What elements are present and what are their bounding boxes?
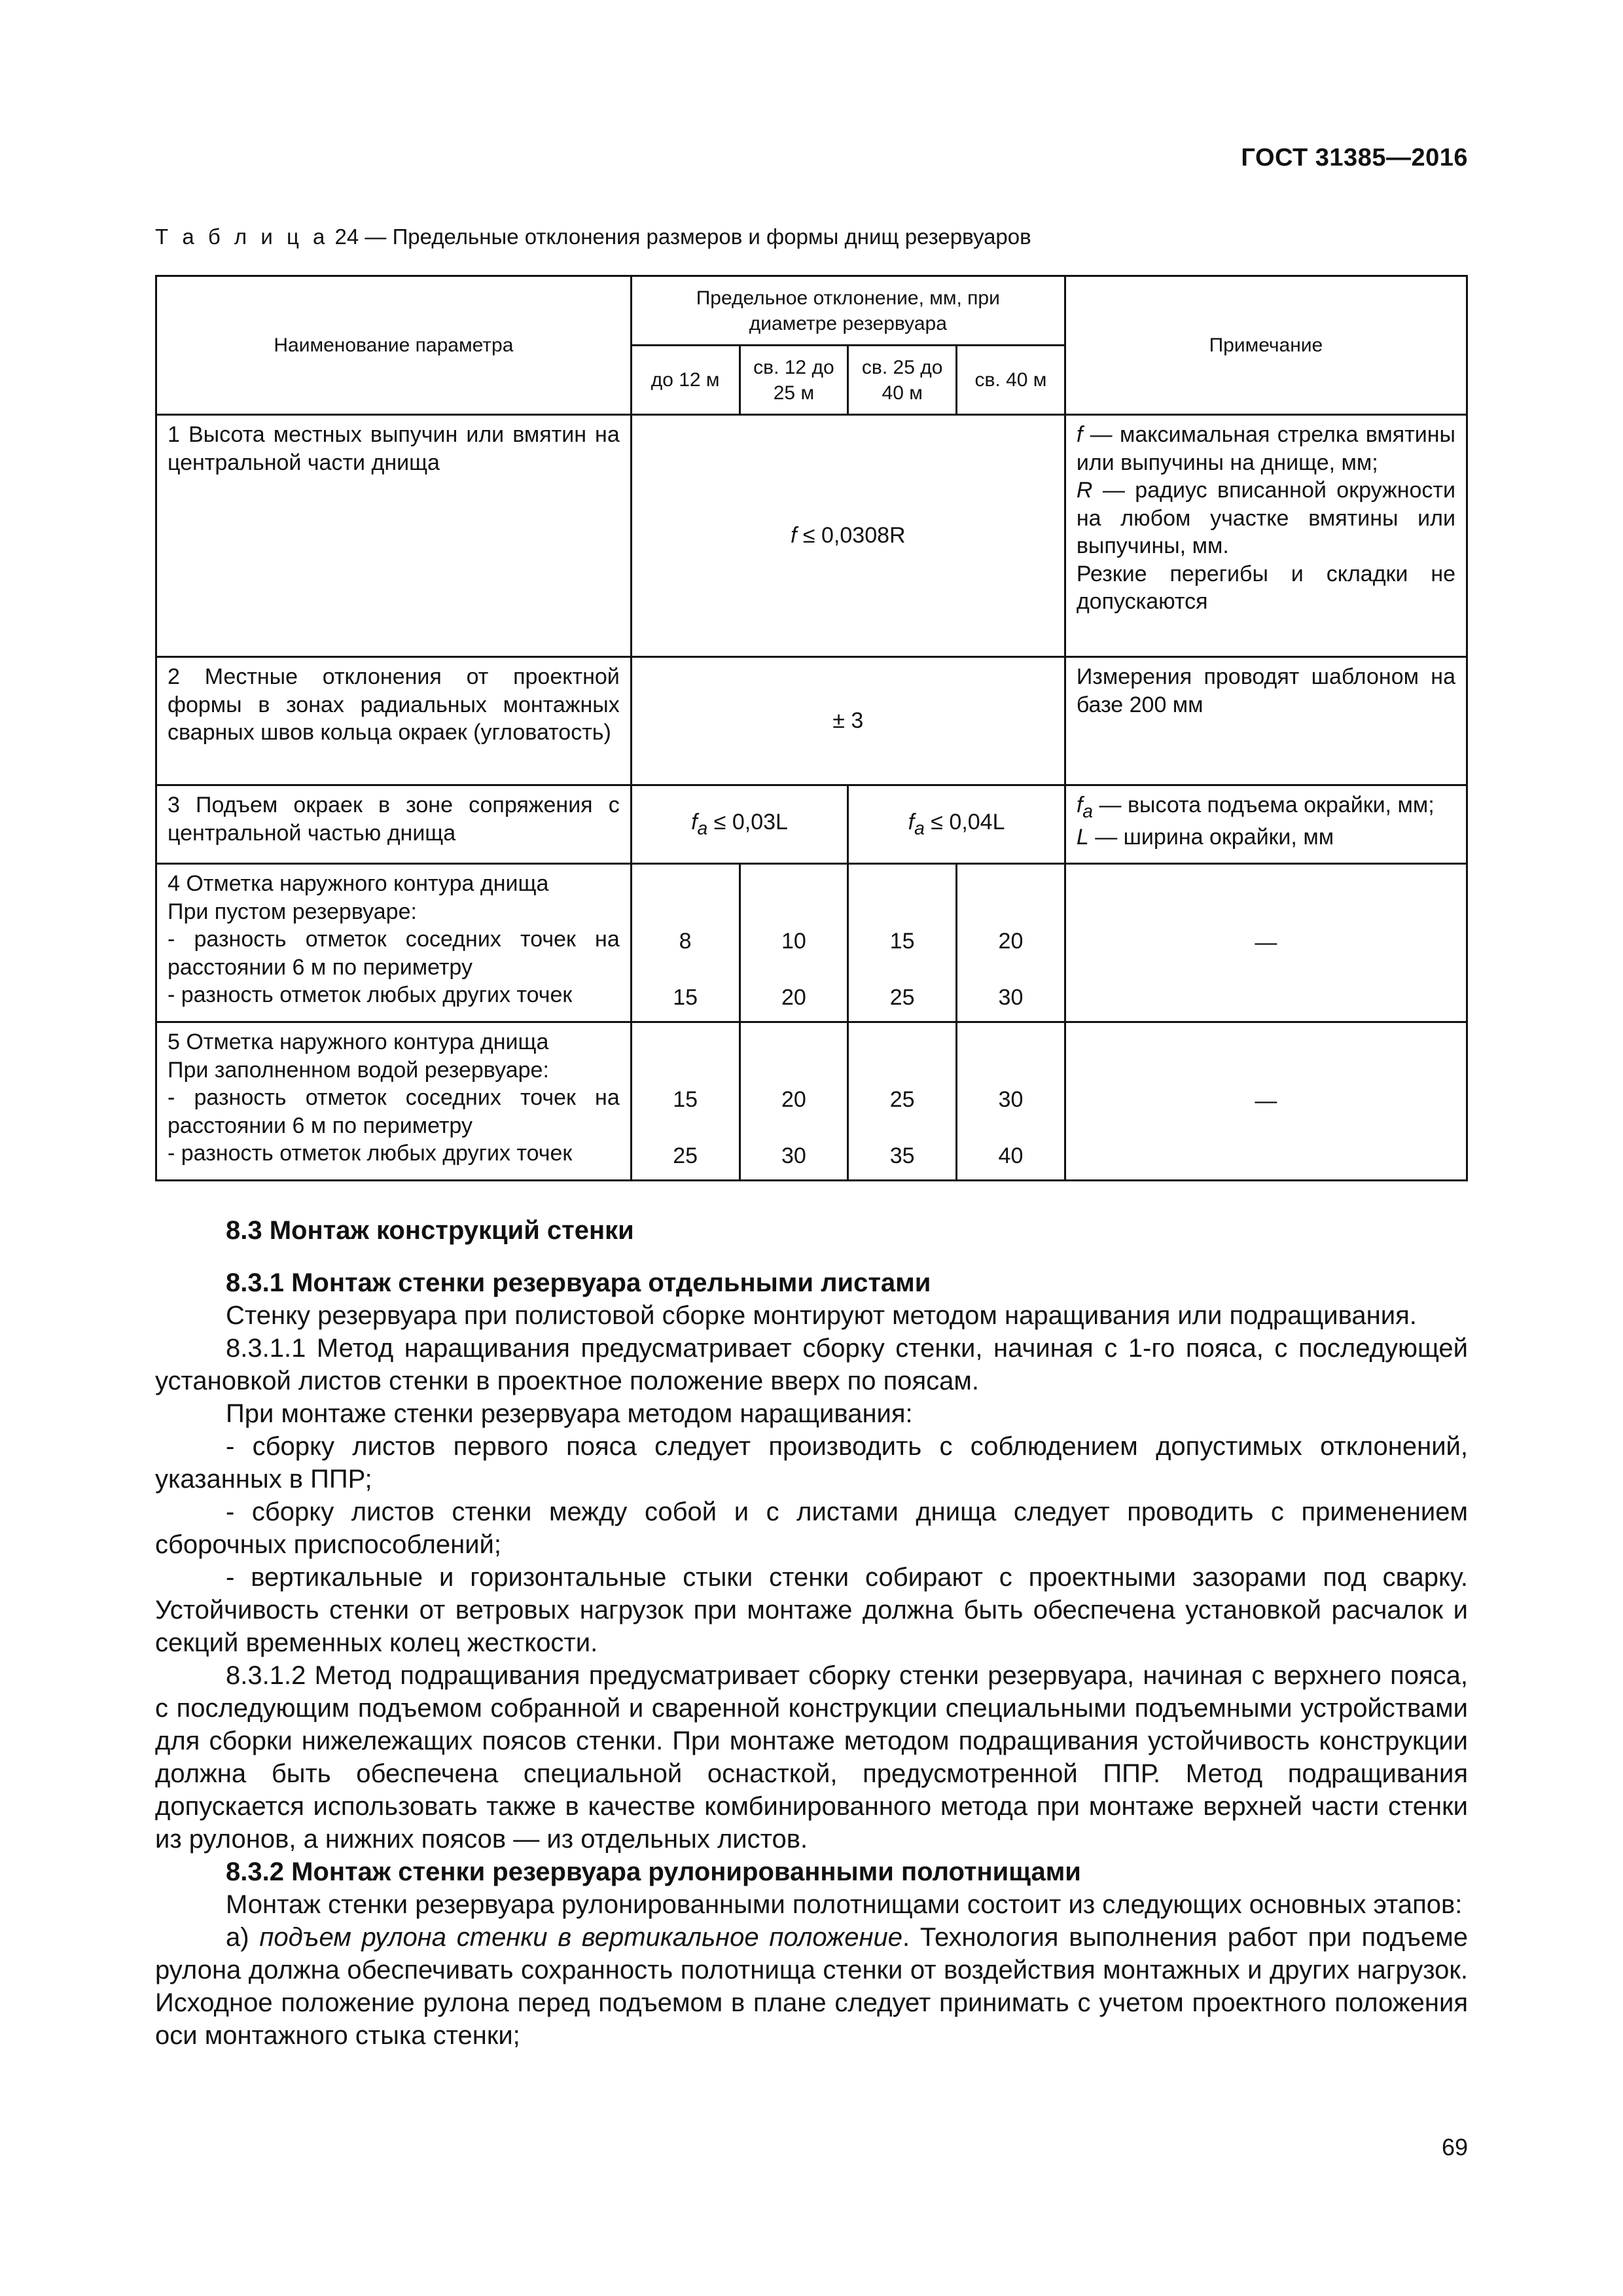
row3-value-2-rest: ≤ 0,04L xyxy=(924,809,1005,834)
row4-other-4: 30 xyxy=(998,985,1024,1010)
row5-param-item1: - разность отметок соседних точек на расстоянии 6 м по периметру xyxy=(168,1085,620,1138)
row4-d3 xyxy=(848,864,957,1022)
list-item-marker: а) xyxy=(226,1923,260,1952)
deviation-table xyxy=(155,275,1468,1181)
header-note: Примечание xyxy=(1065,276,1467,415)
row1-value-rest: ≤ 0,0308R xyxy=(796,523,906,548)
table-row xyxy=(156,864,1467,1022)
subheader-diameter-1: до 12 м xyxy=(631,346,740,415)
section-heading-8-3: 8.3 Монтаж конструкций стенки xyxy=(226,1216,634,1245)
row4-param-item1: - разность отметок соседних точек на расстоянии 6 м по периметру xyxy=(168,927,620,980)
row4-d1 xyxy=(631,864,740,1022)
table-row xyxy=(156,657,1467,785)
row3-note xyxy=(1065,785,1467,864)
row1-value-var: f xyxy=(791,523,797,548)
row4-param-item2: - разность отметок любых других точек xyxy=(168,982,573,1007)
row3-note-b-var: L xyxy=(1076,825,1089,850)
subheader-diameter-3: св. 25 до 40 м xyxy=(848,346,957,415)
row1-note xyxy=(1065,415,1467,657)
paragraph: Стенку резервуара при полистовой сборке монтируют методом наращивания или подращивания. xyxy=(226,1301,1417,1330)
row3-value-2-var: f xyxy=(908,809,915,834)
row3-value-1 xyxy=(631,785,848,864)
subheader-diameter-2: св. 12 до 25 м xyxy=(740,346,848,415)
row3-note-a: — высота подъема окрайки, мм; xyxy=(1093,793,1435,817)
row4-d4 xyxy=(957,864,1065,1022)
row3-value-2-sub: a xyxy=(914,817,925,839)
table-row xyxy=(156,785,1467,864)
row5-adjacent-3: 25 xyxy=(889,1087,915,1112)
table-caption-prefix: Т а б л и ц а xyxy=(155,224,329,249)
section-heading-8-3-2: 8.3.2 Монтаж стенки резервуара рулонированными полотнищами xyxy=(226,1857,1081,1886)
list-item: - сборку листов стенки между собой и с листами днища следует проводить с применением сборочных приспособлений; xyxy=(155,1498,1468,1559)
row1-note-b-var: R xyxy=(1076,478,1093,503)
row5-other-2: 30 xyxy=(781,1143,806,1168)
row4-adjacent-3: 15 xyxy=(889,929,915,954)
row5-param-cond: При заполненном водой резервуаре: xyxy=(168,1057,549,1083)
row1-param: 1 Высота местных выпучин или вмятин на центральной части днища xyxy=(156,415,632,657)
row4-param-title: 4 Отметка наружного контура днища xyxy=(168,871,549,896)
row2-value: ± 3 xyxy=(631,657,1065,785)
row5-adjacent-4: 30 xyxy=(998,1087,1024,1112)
row2-param: 2 Местные отклонения от проектной формы в зонах радиальных монтажных сварных швов кольца окраек (угловатость) xyxy=(156,657,632,785)
paragraph: 8.3.1.1 Метод наращивания предусматривает сборку стенки, начиная с 1-го пояса, с последующей установкой листов стенки в проектное положение вверх по поясам. xyxy=(155,1334,1468,1395)
list-item: - сборку листов первого пояса следует производить с соблюдением допустимых отклонений, указанных в ППР; xyxy=(155,1432,1468,1494)
header-param: Наименование параметра xyxy=(156,276,632,415)
paragraph: 8.3.1.2 Метод подращивания предусматривает сборку стенки резервуара, начиная с верхнего пояса, с последующим подъемом собранной и сваренной конструкции специальными подъемными устройствами для сборки нижележащих поясов стенки. При монтаже методом подращивания устойчивость конструкции должна быть обеспечена специальной оснасткой, предусмотренной ППР. Метод подращивания допускается использовать также в качестве комбинированного метода при монтаже верхней части стенки из рулонов, а нижних поясов — из отдельных листов. xyxy=(155,1661,1468,1854)
row3-value-1-sub: a xyxy=(697,817,708,839)
row5-note: — xyxy=(1065,1022,1467,1181)
table-caption-text: 24 — Предельные отклонения размеров и формы днищ резервуаров xyxy=(334,224,1031,249)
row1-note-a-var: f xyxy=(1076,422,1083,447)
row5-adjacent-1: 15 xyxy=(673,1087,698,1112)
row5-d4 xyxy=(957,1022,1065,1181)
row3-value-2 xyxy=(848,785,1065,864)
page-number: 69 xyxy=(1441,2134,1468,2161)
table-caption xyxy=(155,224,1031,249)
row1-note-c: Резкие перегибы и складки не допускаются xyxy=(1076,561,1455,614)
paragraph-rest: . Технология выполнения работ при подъеме рулона должна обеспечивать сохранность полотнища стенки от воздействия монтажных и других нагрузок. Исходное положение рулона перед подъемом в плане следует принимать с учетом проектного положения оси монтажного стыка стенки; xyxy=(155,1923,1469,2050)
table-header-row xyxy=(156,276,1467,346)
row5-param-item2: - разность отметок любых других точек xyxy=(168,1141,573,1166)
document-code: ГОСТ 31385—2016 xyxy=(1241,144,1468,171)
row4-param xyxy=(156,864,632,1022)
section-heading-8-3-1: 8.3.1 Монтаж стенки резервуара отдельными листами xyxy=(226,1268,931,1297)
row4-adjacent-4: 20 xyxy=(998,929,1024,954)
row4-note: — xyxy=(1065,864,1467,1022)
row5-d2 xyxy=(740,1022,848,1181)
row3-note-a-sub: a xyxy=(1082,800,1094,822)
row5-param-title: 5 Отметка наружного контура днища xyxy=(168,1030,549,1054)
paragraph xyxy=(155,1921,1468,2052)
row5-other-3: 35 xyxy=(889,1143,915,1168)
row3-note-a-var: f xyxy=(1076,793,1083,817)
row5-d1 xyxy=(631,1022,740,1181)
subheader-diameter-4: св. 40 м xyxy=(957,346,1065,415)
row4-d2 xyxy=(740,864,848,1022)
body-text xyxy=(155,1214,1468,2052)
row3-value-1-rest: ≤ 0,03L xyxy=(707,809,788,834)
row3-param: 3 Подъем окраек в зоне сопряжения с центральной частью днища xyxy=(156,785,632,864)
row5-d3 xyxy=(848,1022,957,1181)
row1-note-b: — радиус вписанной окружности на любом участке вмятины или выпучины, мм. xyxy=(1076,478,1455,558)
table-row xyxy=(156,415,1467,657)
row4-adjacent-2: 10 xyxy=(781,929,806,954)
row4-adjacent-1: 8 xyxy=(679,929,692,954)
row2-note: Измерения проводят шаблоном на базе 200 мм xyxy=(1065,657,1467,785)
row3-value-1-var: f xyxy=(691,809,698,834)
row5-other-4: 40 xyxy=(998,1143,1024,1168)
paragraph: Монтаж стенки резервуара рулонированными полотнищами состоит из следующих основных этапов: xyxy=(226,1890,1463,1919)
row1-note-a: — максимальная стрелка вмятины или выпучины на днище, мм; xyxy=(1076,422,1455,475)
row5-param xyxy=(156,1022,632,1181)
italic-term: подъем рулона стенки в вертикальное положение xyxy=(259,1923,902,1952)
row4-other-1: 15 xyxy=(673,985,698,1010)
table-row xyxy=(156,1022,1467,1181)
row3-note-b: — ширина окрайки, мм xyxy=(1088,825,1334,850)
header-deviation: Предельное отклонение, мм, при диаметре резервуара xyxy=(631,276,1065,346)
paragraph: При монтаже стенки резервуара методом наращивания: xyxy=(226,1399,913,1428)
row4-param-cond: При пустом резервуаре: xyxy=(168,899,417,924)
row1-value xyxy=(631,415,1065,657)
list-item: - вертикальные и горизонтальные стыки стенки собирают с проектными зазорами под сварку. Устойчивость стенки от ветровых нагрузок при монтаже должна быть обеспечена установкой расчалок и секций временных колец жесткости. xyxy=(155,1563,1468,1657)
row5-adjacent-2: 20 xyxy=(781,1087,806,1112)
row4-other-2: 20 xyxy=(781,985,806,1010)
row4-other-3: 25 xyxy=(889,985,915,1010)
row5-other-1: 25 xyxy=(673,1143,698,1168)
